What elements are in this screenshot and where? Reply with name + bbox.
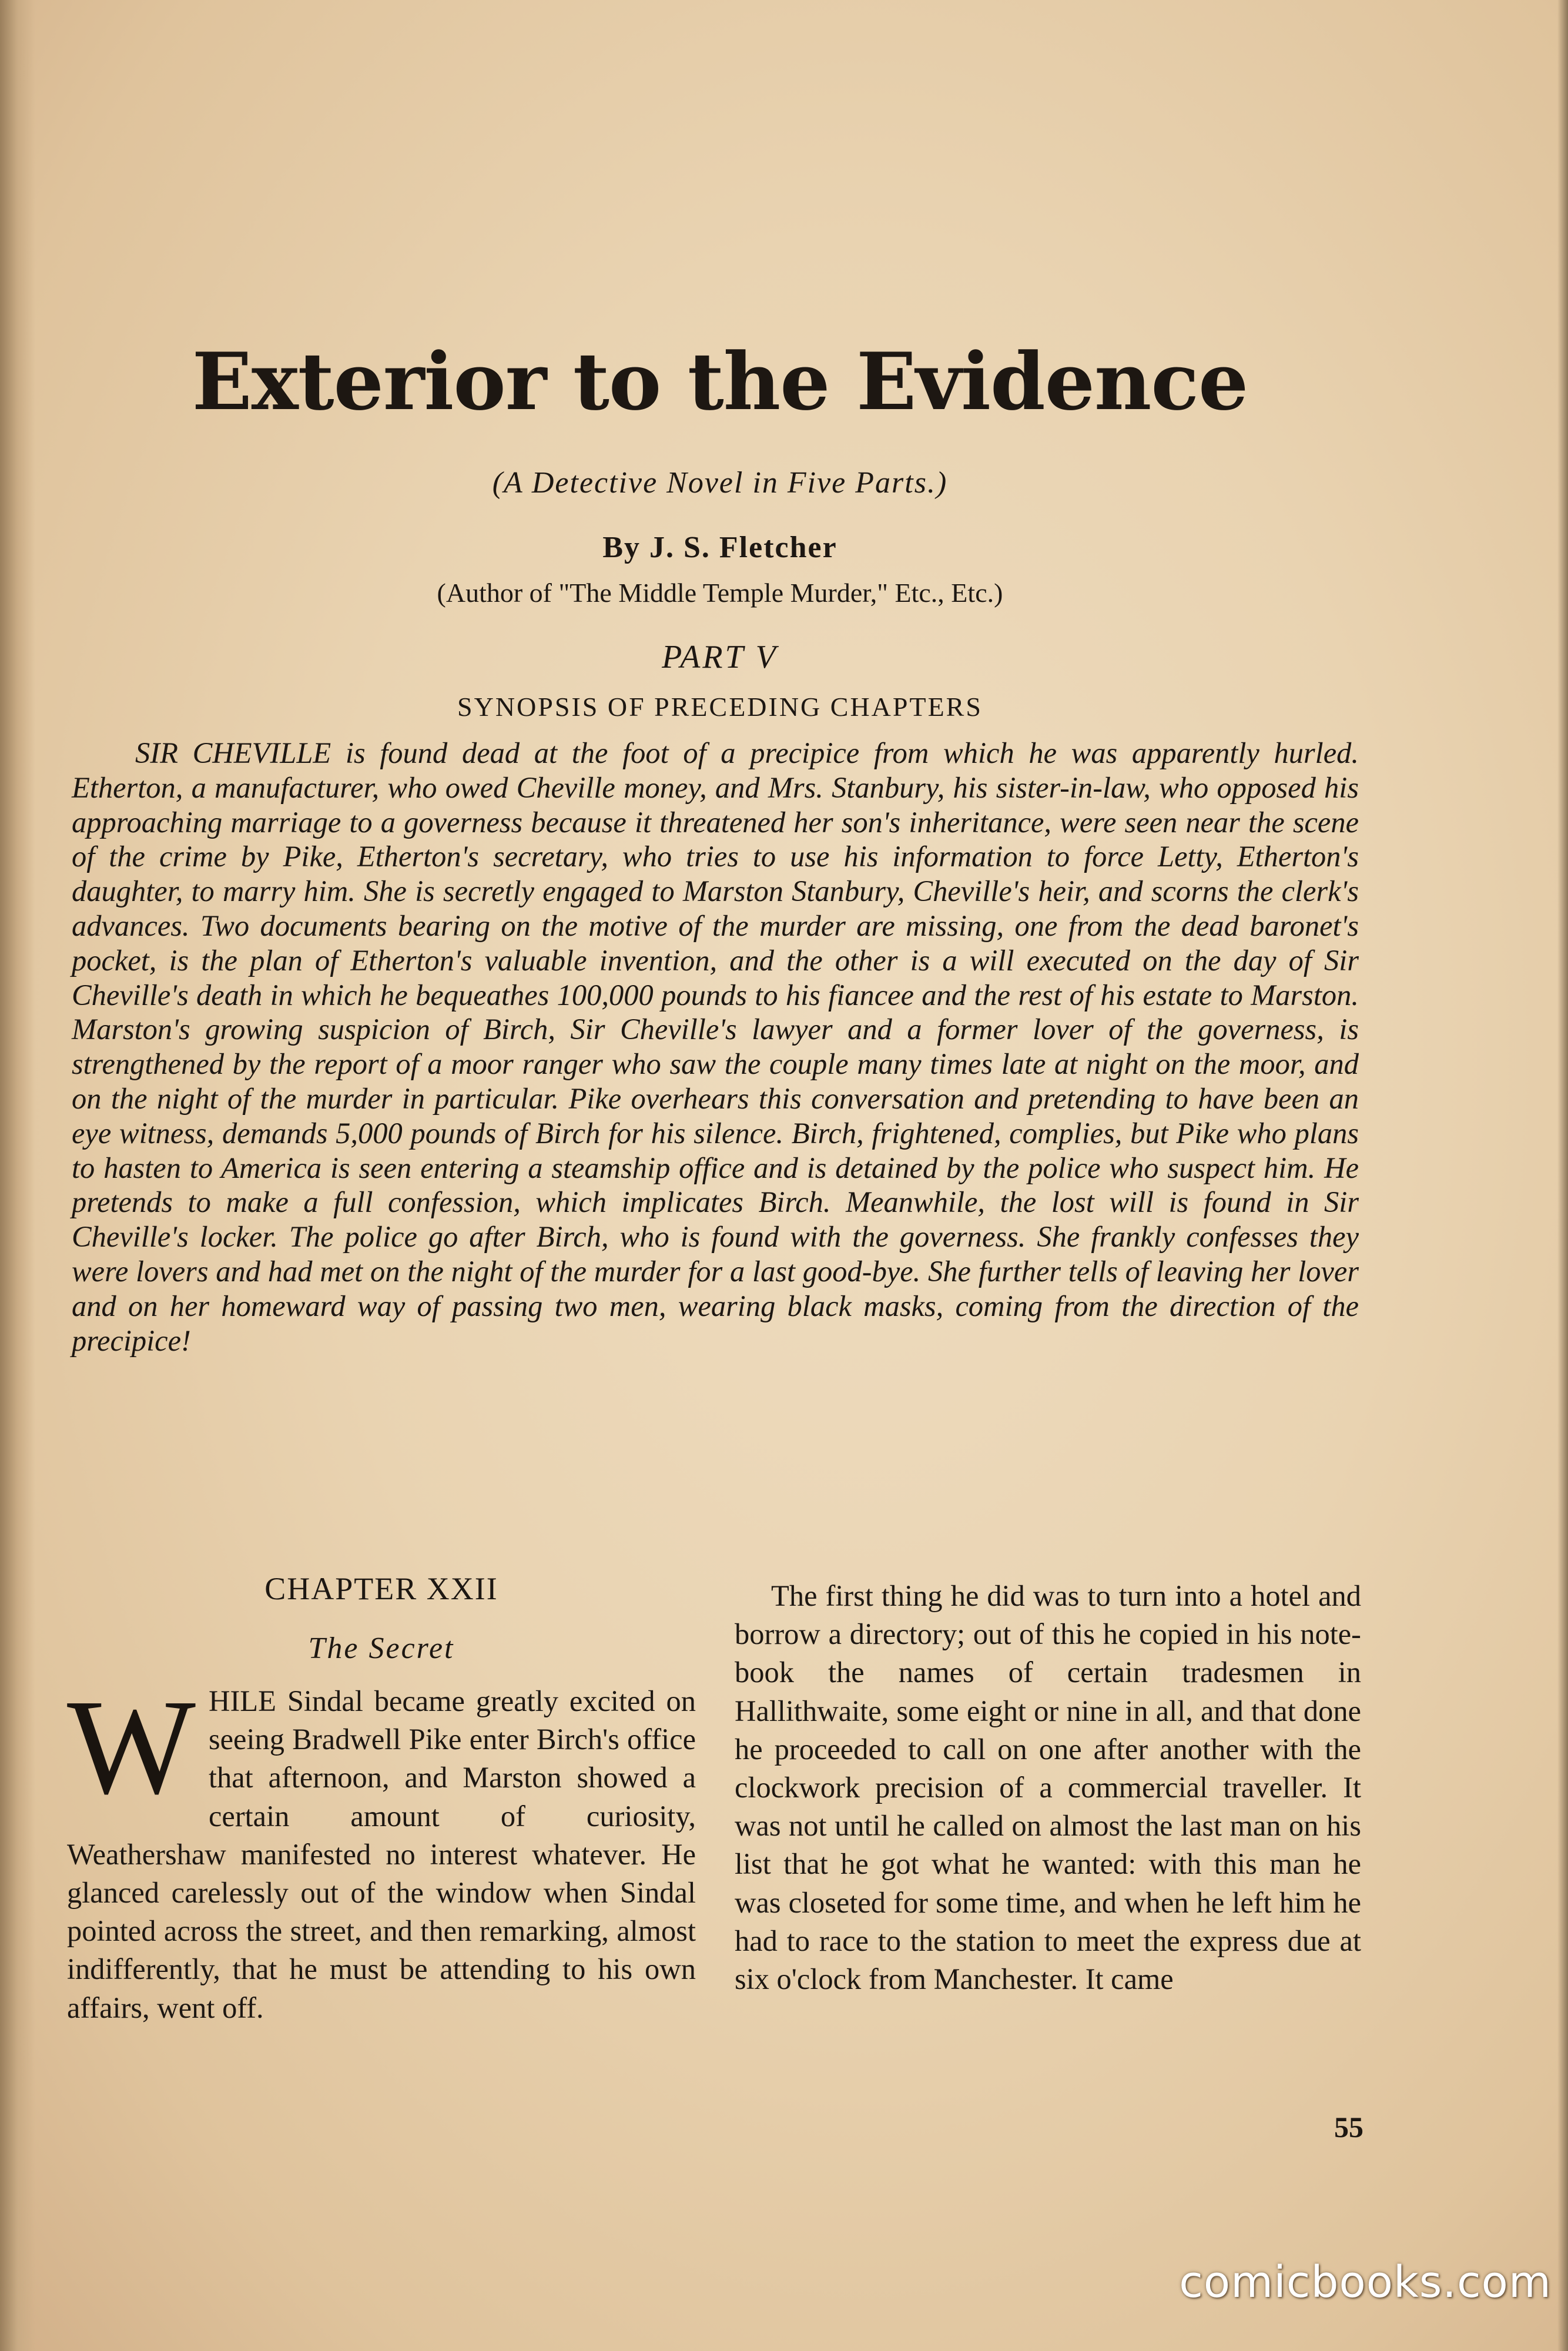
- story-subtitle: (A Detective Novel in Five Parts.): [492, 466, 948, 500]
- author-byline: By J. S. Fletcher: [602, 531, 837, 564]
- story-title: Exterior to the Evidence: [192, 335, 1248, 428]
- body-column-right: The first thing he did was to turn into a hotel and borrow a directory; out of this he copied in his note-book the names of certain tradesmen in Hallithwaite, some eight or nine in all, and that done he proceeded to call on one after another with the clockwork precision of a commercial traveller. It was not until he called on almost the last man on his list that he got what he wanted: with this man he was closeted for some time, and when he left him he had to race to the station to meet the express due at six o'clock from Manchester. It came: [735, 1579, 1361, 1996]
- synopsis-heading: SYNOPSIS OF PRECEDING CHAPTERS: [457, 692, 983, 722]
- page-edge-shadow: [1557, 0, 1568, 2351]
- chapter-title: The Secret: [308, 1632, 455, 1665]
- part-label: PART V: [662, 639, 778, 675]
- synopsis-text: SIR CHEVILLE is found dead at the foot of a precipice from which he was apparently hurled. Etherton, a manufacturer, who owed Cheville money, and Mrs. Stanbury, his sister-in-law, who opposed his approaching marriage to a governess because it threatened her son's inheritance, were seen near the scene of the crime by Pike, Etherton's secretary, who tries to use his information to force Letty, Etherton's daughter, to marry him. She is secretly engaged to Marston Stanbury, Cheville's heir, and scorns the clerk's advances. Two documents bearing on the motive of the murder are missing, one from the dead baronet's pocket, is the plan of Etherton's valuable invention, and the other is a will executed on the day of Sir Cheville's death in which he bequeathes 100,000 pounds to his fiancee and the rest of his estate to Marston. Marston's growing suspicion of Birch, Sir Cheville's lawyer and a former lover of the governess, is strengthened by the report of a moor ranger who saw the couple many times late at night on the moor, and on the night of the murder in particular. Pike overhears this conversation and pretending to have been an eye witness, demands 5,000 pounds of Birch for his silence. Birch, frightened, complies, but Pike who plans to hasten to America is seen entering a steamship office and is detained by the police who suspect him. He pretends to make a full confession, which implicates Birch. Meanwhile, the lost will is found in Sir Cheville's locker. The police go after Birch, who is found with the governess. She frankly confesses they were lovers and had met on the night of the murder for a last good-bye. She further tells of leaving her lover and on her homeward way of passing two men, wearing black masks, coming from the direction of the precipice!: [72, 736, 1359, 1357]
- chapter-number: CHAPTER XXII: [264, 1571, 498, 1606]
- left-column-text: HILE Sindal became greatly excited on seeing Bradwell Pike enter Birch's office that afternoon, and Marston showed a certain amount of curiosity, Weathershaw manifested no interest whatever. He glanced carelessly out of the window when Sindal pointed across the street, and then remarking, almost indifferently, that he must be attending to his own affairs, went off.: [67, 1684, 696, 2024]
- author-credits: (Author of "The Middle Temple Murder," Etc., Etc.): [437, 578, 1003, 608]
- drop-cap: W: [67, 1672, 196, 1823]
- watermark-logo: comicbooks.com: [1179, 2257, 1552, 2308]
- body-column-left: [67, 1672, 696, 2027]
- page-number: 55: [1334, 2111, 1363, 2144]
